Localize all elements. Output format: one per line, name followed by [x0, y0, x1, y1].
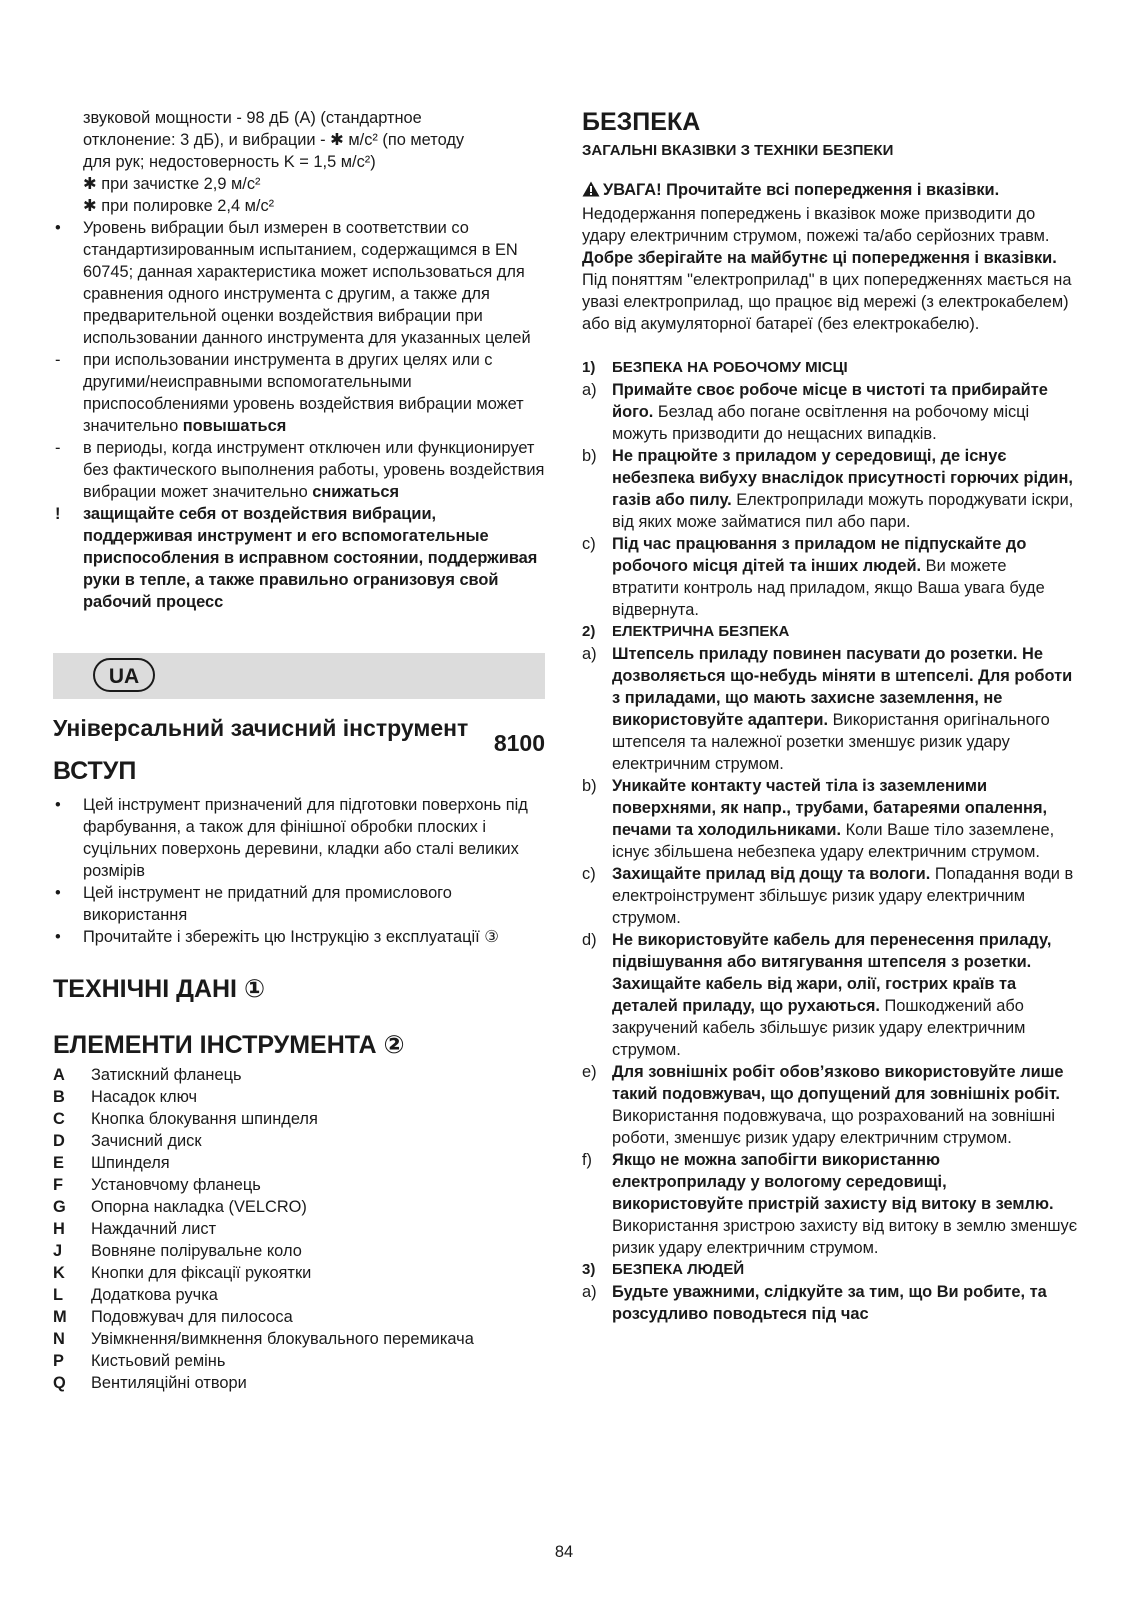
- list-item: [53, 1130, 545, 1152]
- section-title: БЕЗПЕКА ЛЮДЕЙ: [612, 1261, 745, 1278]
- part-label: Установчому фланець: [91, 1176, 261, 1194]
- bullet-marker: •: [55, 928, 61, 946]
- language-badge: UA: [93, 658, 155, 692]
- part-label: Вовняне полірувальне коло: [91, 1242, 302, 1260]
- item-marker: c): [582, 865, 596, 883]
- star-line-polishing: ✱ при полировке 2,4 м/с²: [83, 197, 275, 215]
- product-header: [53, 714, 545, 756]
- intro-bullet: [53, 926, 545, 948]
- item-bold: Примайте своє робоче місце в чистоті та прибирайте його.: [612, 381, 1048, 421]
- list-item: [582, 643, 1078, 775]
- list-item: [582, 533, 1078, 621]
- list-item: [582, 445, 1078, 533]
- dash-item-bold: повышаться: [182, 417, 287, 435]
- item-text: Ви можете втратити контроль над приладом, якщо Ваша увага буде відвернута.: [612, 557, 1045, 619]
- item-marker: b): [582, 447, 597, 465]
- item-text: Попадання води в електроінструмент збільшує ризик удару електричним струмом.: [612, 865, 1074, 927]
- warning-text-1: Недодержання попереджень і вказівок може призводити до удару електричним струмом, пожежі та/або серйозних травм.: [582, 205, 1050, 245]
- bullet-marker: •: [55, 796, 61, 814]
- intro-line-1: звуковой мощности - 98 дБ (A) (стандартное: [83, 109, 422, 127]
- part-label: Шпинделя: [91, 1154, 170, 1172]
- language-bar: [53, 653, 545, 699]
- item-bold: Уникайте контакту частей тіла із заземленими поверхнями, як напр., трубами, батареями опалення, печами та холодильниками.: [612, 777, 1048, 839]
- product-title: Універсальний зачисний інструмент: [53, 715, 469, 741]
- part-label: Вентиляційні отвори: [91, 1374, 247, 1392]
- dash-marker: -: [55, 439, 61, 457]
- item-bold: Якщо не можна запобігти використанню електроприладу у вологому середовищі, використовуйте пристрій захисту від витоку в землю.: [612, 1151, 1054, 1213]
- section-personal-heading: [582, 1259, 1078, 1281]
- part-label: Подовжувач для пилососа: [91, 1308, 293, 1326]
- part-label: Кнопки для фіксації рукоятки: [91, 1264, 312, 1282]
- item-bold: Захищайте прилад від дощу та вологи.: [612, 865, 931, 883]
- item-bold: Під час працювання з приладом не підпускайте до робочого місця дітей та інших людей.: [612, 535, 1027, 575]
- list-item: [53, 1284, 545, 1306]
- item-marker: a): [582, 1283, 597, 1301]
- part-label: Опорна накладка (VELCRO): [91, 1198, 307, 1216]
- sound-vibration-text: [53, 107, 545, 217]
- part-key: P: [53, 1352, 64, 1370]
- warning-bold-2: Добре зберігайте на майбутнє ці попередження і вказівки.: [582, 249, 1057, 267]
- warning-bold-1: УВАГА! Прочитайте всі попередження і вказівки.: [603, 181, 1000, 199]
- intro-line-2: отклонение: 3 дБ), и вибрации - ✱ м/с² (по методу: [83, 131, 465, 149]
- part-key: D: [53, 1132, 65, 1150]
- intro-bullet: [53, 882, 545, 926]
- dash-item-increase: [53, 349, 545, 437]
- item-marker: a): [582, 381, 597, 399]
- section-workplace-heading: [582, 357, 1078, 379]
- section-number: 2): [582, 623, 596, 640]
- part-label: Додаткова ручка: [91, 1286, 218, 1304]
- intro-bullet-text: Цей інструмент призначений для підготовки поверхонь під фарбування, а також для фінішної обробки плоских і суцільних поверхонь деревини, кладки або сталі великих розмірів: [83, 796, 528, 880]
- intro-line-3: для рук; недостоверность K = 1,5 м/с²): [83, 153, 376, 171]
- warning-text-2: Під поняттям "електроприлад" в цих попередженнях мається на увазі електроприлад, що працює від мережі (з електрокабелем) або від акумуляторної батареї (без електрокабелю).: [582, 271, 1072, 333]
- protection-note-text: защищайте себя от воздействия вибрации, поддерживая инструмент и его вспомогательные приспособления в исправном состоянии, поддерживая руки в тепле, а также правильно огранизовуя свой рабочий процесс: [83, 505, 538, 611]
- part-key: F: [53, 1176, 64, 1194]
- star-line-sanding: ✱ при зачистке 2,9 м/с²: [83, 175, 261, 193]
- item-bold: Будьте уважними, слідкуйте за тим, що Ви робите, та розсудливо поводьтеся під час: [612, 1283, 1047, 1323]
- list-item: [53, 1064, 545, 1086]
- section-title: БЕЗПЕКА НА РОБОЧОМУ МІСЦІ: [612, 359, 848, 376]
- part-label: Кнопка блокування шпинделя: [91, 1110, 318, 1128]
- list-item: [53, 1108, 545, 1130]
- dash-item-bold: снижаться: [312, 483, 400, 501]
- part-key: M: [53, 1308, 67, 1326]
- left-column: [53, 107, 545, 1394]
- intro-heading: ВСТУП: [53, 757, 137, 785]
- item-marker: d): [582, 931, 597, 949]
- list-item: [582, 775, 1078, 863]
- warning-triangle-icon: [582, 181, 600, 203]
- part-label: Кистьовий ремінь: [91, 1352, 226, 1370]
- item-marker: f): [582, 1151, 593, 1169]
- item-marker: c): [582, 535, 596, 553]
- part-key: K: [53, 1264, 65, 1282]
- intro-bullet-text: Цей інструмент не придатний для промислового використання: [83, 884, 452, 924]
- list-item: [53, 1350, 545, 1372]
- part-label: Увімкнення/вимкнення блокувального перемикача: [91, 1330, 474, 1348]
- protection-note: [53, 503, 545, 613]
- part-key: E: [53, 1154, 64, 1172]
- part-key: L: [53, 1286, 64, 1304]
- section-number: 3): [582, 1261, 596, 1278]
- product-number: 8100: [493, 730, 545, 756]
- tech-data-heading: ТЕХНІЧНІ ДАНІ ①: [53, 975, 266, 1003]
- part-label: Наждачний лист: [91, 1220, 217, 1238]
- list-item: [53, 1152, 545, 1174]
- list-item: [53, 1372, 545, 1394]
- part-key: A: [53, 1066, 65, 1084]
- intro-bullet: [53, 794, 545, 882]
- item-text: Використання оригінального штепселя та належної розетки зменшує ризик удару електричним струмом.: [612, 711, 1050, 773]
- vibration-bullet-text: Уровень вибрации был измерен в соответствии со стандартизированным испытанием, содержащимся в EN 60745; данная характеристика может использоваться для сравнения одного инструмента с другим, а также для предварительной оценки воздействия вибрации при использовании данного инструмента для указанных целей: [83, 219, 531, 347]
- list-item: [582, 1281, 1078, 1325]
- bullet-marker: •: [55, 884, 61, 902]
- list-item: [53, 1196, 545, 1218]
- safety-heading: БЕЗПЕКА: [582, 108, 701, 136]
- item-marker: e): [582, 1063, 597, 1081]
- intro-bullet-text: Прочитайте і збережіть цю Інструкцію з експлуатації ③: [83, 928, 499, 946]
- item-bold: Для зовнішніх робіт обов’язково використовуйте лише такий подовжувач, що допущений для зовнішніх робіт.: [612, 1063, 1064, 1103]
- item-text: Використання подовжувача, що розрахований на зовнішні роботи, зменшує ризик удару електричним струмом.: [612, 1107, 1056, 1147]
- list-item: [582, 1061, 1078, 1149]
- part-key: G: [53, 1198, 66, 1216]
- parts-list: [53, 1064, 545, 1394]
- general-warning: [582, 179, 1078, 335]
- item-bold: Не працюйте з приладом у середовищі, де існує небезпека вибуху внаслідок присутності горючих рідин, газів або пилу.: [612, 447, 1073, 509]
- item-bold: Не використовуйте кабель для перенесення приладу, підвішування або витягування штепселя з розетки. Захищайте кабель від жари, олії, гострих країв та деталей приладу, що рухаються.: [612, 931, 1052, 1015]
- vibration-bullet: [53, 217, 545, 349]
- item-marker: b): [582, 777, 597, 795]
- item-text: Безлад або погане освітлення на робочому місці можуть призводити до нещасних випадків.: [612, 403, 1030, 443]
- list-item: [53, 1262, 545, 1284]
- item-text: Використання зристрою захисту від витоку в землю зменшує ризик удару електричним струмом.: [612, 1217, 1078, 1257]
- part-label: Насадок ключ: [91, 1088, 198, 1106]
- elements-heading: ЕЛЕМЕНТИ ІНСТРУМЕНТА ②: [53, 1031, 405, 1059]
- list-item: [53, 1240, 545, 1262]
- section-title: ЕЛЕКТРИЧНА БЕЗПЕКА: [612, 623, 790, 640]
- list-item: [53, 1306, 545, 1328]
- page-number: 84: [554, 1543, 574, 1561]
- list-item: [582, 863, 1078, 929]
- list-item: [53, 1174, 545, 1196]
- dash-item-text: в периоды, когда инструмент отключен или функционирует без фактического выполнения работы, уровень воздействия вибрации может значительно: [83, 439, 545, 501]
- list-item: [53, 1218, 545, 1240]
- item-text: Пошкоджений або закручений кабель збільшує ризик удару електричним струмом.: [612, 997, 1026, 1059]
- list-item: [53, 1086, 545, 1108]
- dash-item-text: при использовании инструмента в других целях или с другими/неисправными вспомогательными приспособлениями уровень воздействия вибрации может значительно: [83, 351, 524, 435]
- part-key: C: [53, 1110, 65, 1128]
- item-text: Електроприлади можуть породжувати іскри, від яких може займатися пил або пари.: [612, 491, 1074, 531]
- intro-list: [53, 794, 545, 948]
- exclamation-icon: !: [55, 505, 61, 523]
- list-item: [582, 1149, 1078, 1259]
- section-number: 1): [582, 359, 596, 376]
- dash-marker: -: [55, 351, 61, 369]
- part-label: Зачисний диск: [91, 1132, 202, 1150]
- list-item: [53, 1328, 545, 1350]
- item-bold: Штепсель приладу повинен пасувати до розетки. Не дозволяється що-небудь міняти в штепселі. Для роботи з приладами, що мають захисне заземлення, не використовуйте адаптери.: [612, 645, 1073, 729]
- section-electrical-heading: [582, 621, 1078, 643]
- list-item: [582, 379, 1078, 445]
- part-key: B: [53, 1088, 65, 1106]
- part-key: H: [53, 1220, 65, 1238]
- dash-item-decrease: [53, 437, 545, 503]
- item-text: Коли Ваше тіло заземлене, існує збільшена небезпека удару електричним струмом.: [612, 821, 1055, 861]
- bullet-marker: •: [55, 219, 61, 237]
- safety-subheading: ЗАГАЛЬНІ ВКАЗІВКИ З ТЕХНІКИ БЕЗПЕКИ: [582, 142, 894, 159]
- part-label: Затискний фланець: [91, 1066, 242, 1084]
- part-key: Q: [53, 1374, 66, 1392]
- right-column: [582, 107, 1078, 1325]
- item-marker: a): [582, 645, 597, 663]
- part-key: N: [53, 1330, 65, 1348]
- list-item: [582, 929, 1078, 1061]
- part-key: J: [53, 1242, 63, 1260]
